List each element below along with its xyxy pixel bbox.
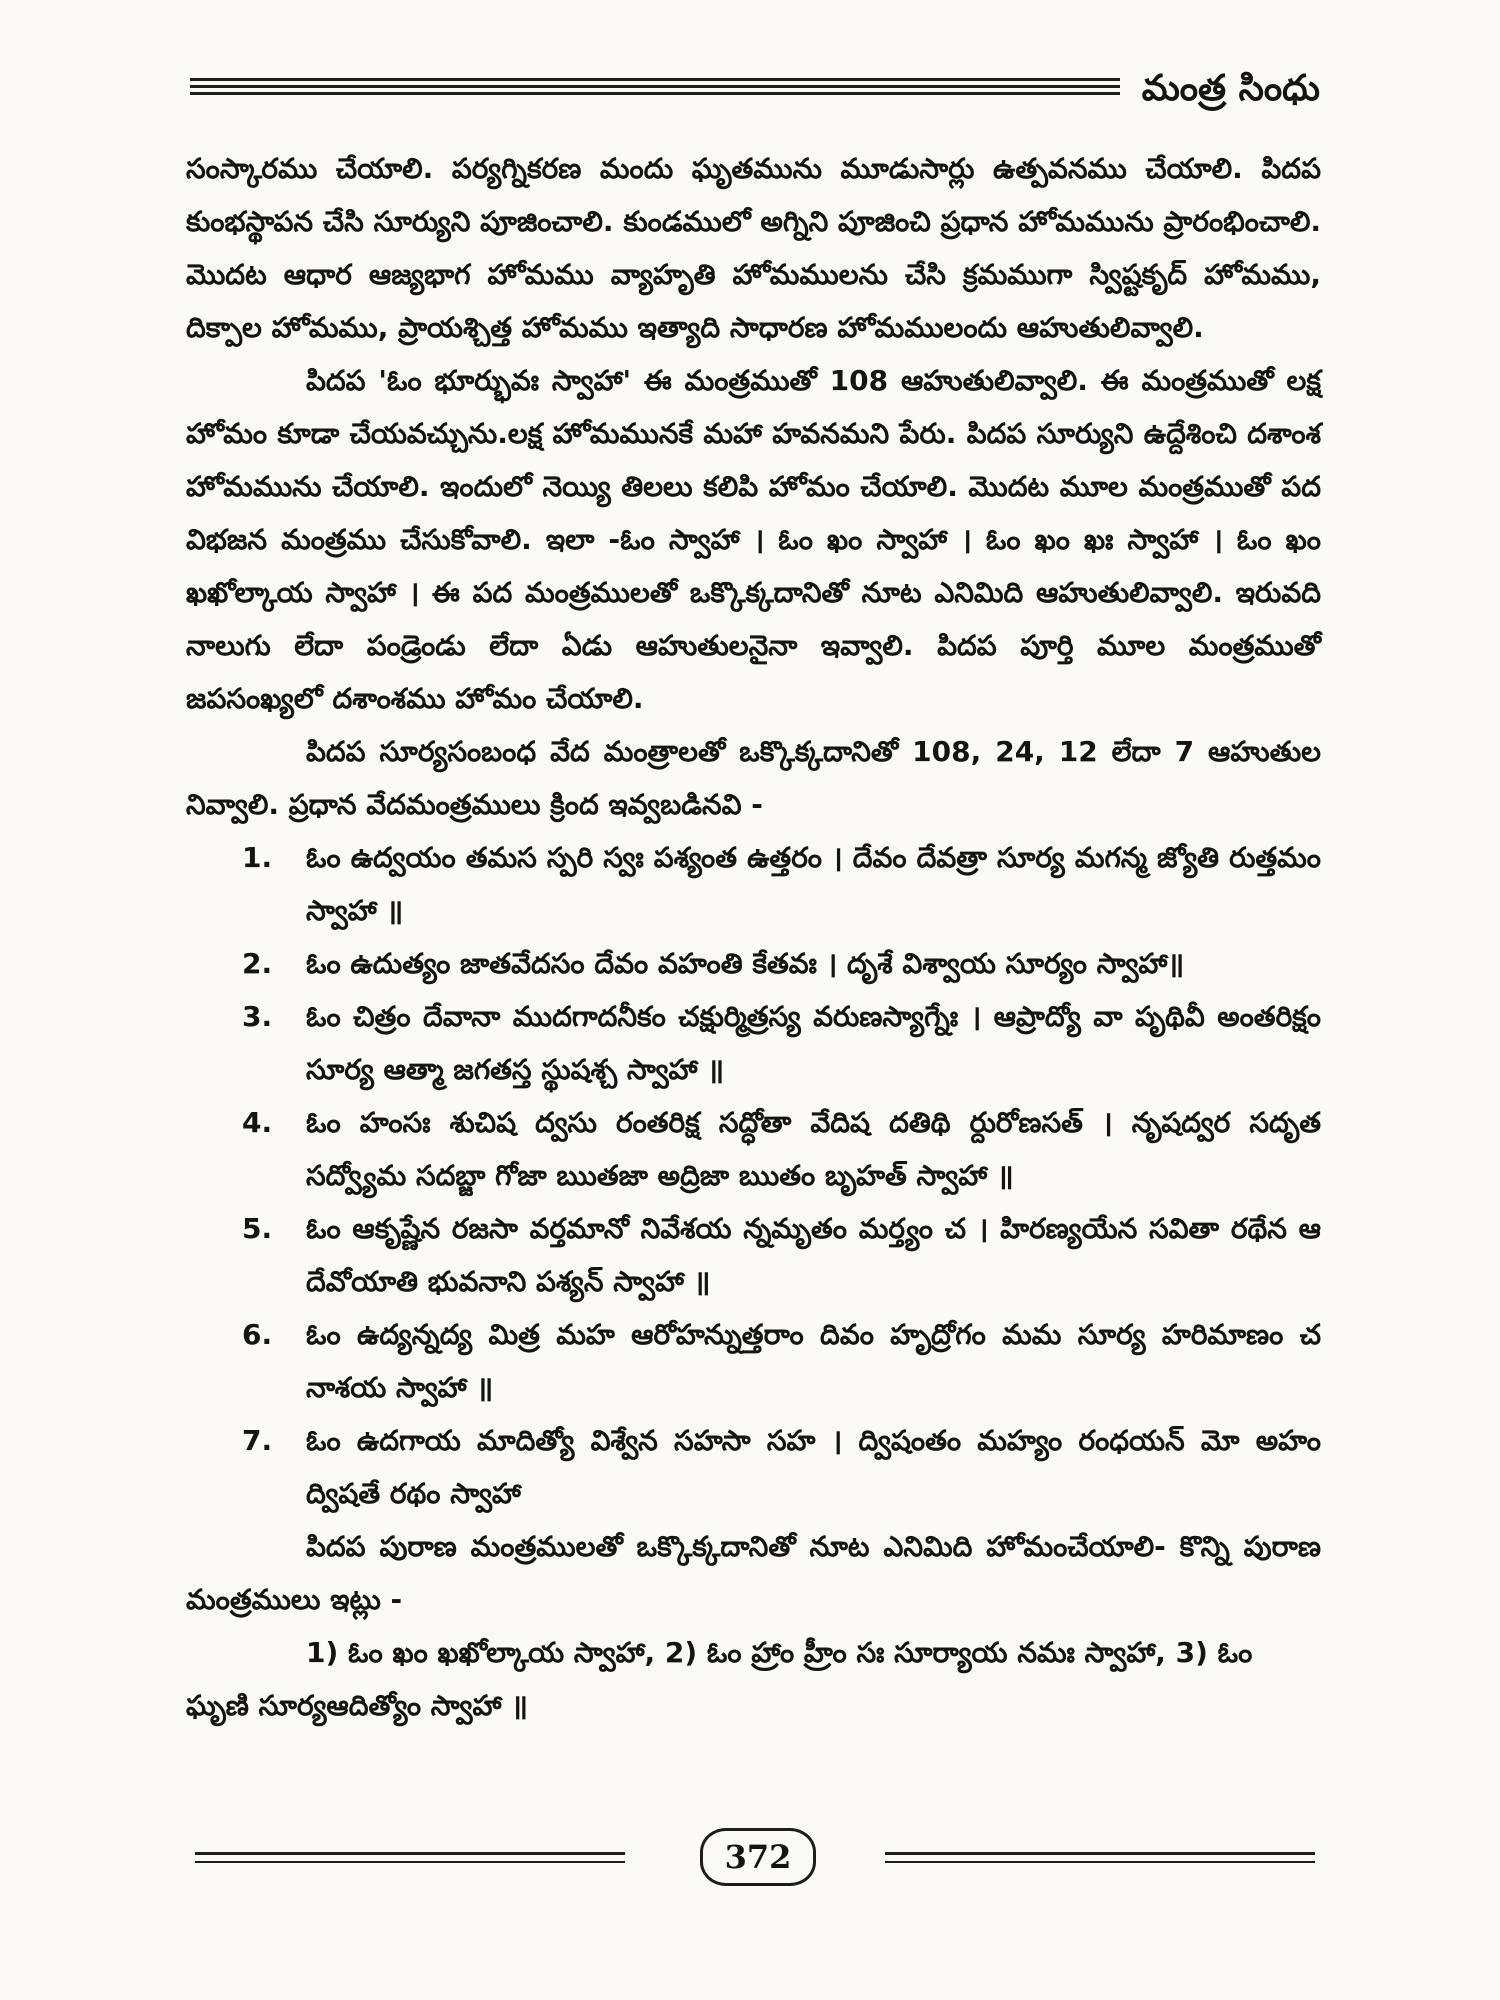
item-number: 2. (242, 947, 273, 980)
mantra-text: ఓం చిత్రం దేవానా ముదగాదనీకం చక్షుర్మిత్రస్య వరుణస్యాగ్నేః । ఆప్రాద్యో వా పృథివీ అంతరిక్షం సూర్య ఆత్మా జగతస్త స్థుషశ్చ స్వాహా ॥ (306, 1000, 1321, 1086)
item-number: 6. (242, 1318, 273, 1351)
page-body (186, 142, 1321, 1732)
list-item (186, 1202, 1321, 1308)
mantra-text: ఓం ఉదుత్యం జాతవేదసం దేవం వహంతి కేతవః । దృశే విశ్వాయ సూర్యం స్వాహా॥ (306, 947, 1185, 980)
mantra-text: ఓం ఉదగాయ మాదిత్యో విశ్వేన సహసా సహ । ద్విషంతం మహ్యం రంధయన్ మో అహం ద్విషతే రథం స్వాహా (306, 1424, 1321, 1510)
header-rules (190, 78, 1120, 99)
list-item (186, 937, 1321, 990)
mantra-text: ఓం ఆకృష్ణేన రజసా వర్తమానో నివేశయ న్నమృతం మర్త్యం చ । హిరణ్యయేన సవితా రథేన ఆ దేవోయాతి భువనాని పశ్యన్ స్వాహా ॥ (306, 1212, 1321, 1298)
mantra-text: ఓం ఉద్యన్నద్య మిత్ర మహ ఆరోహన్నుత్తరాం దివం హృద్రోగం మమ సూర్య హరిమాణం చ నాశయ స్వాహా ॥ (306, 1318, 1321, 1404)
paragraph: పిదప సూర్యసంబంధ వేద మంత్రాలతో ఒక్కొక్కదానితో 108, 24, 12 లేదా 7 ఆహుతుల నివ్వాలి. ప్రధాన వేదమంత్రములు క్రింద ఇవ్వబడినవి - (186, 735, 1321, 821)
item-number: 3. (242, 1000, 273, 1033)
page-number: 372 (700, 1828, 816, 1886)
paragraph: పిదప పురాణ మంత్రములతో ఒక్కొక్కదానితో నూట ఎనిమిది హోమంచేయాలి- కొన్ని పురాణ మంత్రములు ఇట్లు - (186, 1530, 1321, 1616)
book-title: మంత్ర సింధు (1141, 68, 1320, 109)
item-number: 1. (242, 841, 273, 874)
footer-rule-left (195, 1852, 625, 1855)
mantra-text: ఓం ఉద్వయం తమస స్పరి స్వః పశ్యంత ఉత్తరం । దేవం దేవత్రా సూర్య మగన్మ జ్యోతి రుత్తమం స్వాహా ॥ (306, 841, 1321, 927)
purana-mantras: 1) ఓం ఖం ఖఖోల్కాయ స్వాహా, 2) ఓం హ్రాం హ్రీం సః సూర్యాయ నమః స్వాహా, 3) ఓం ఘృణి సూర్యఆదిత్యోం స్వాహా ॥ (186, 1636, 1253, 1722)
item-number: 7. (242, 1424, 273, 1457)
list-item (186, 831, 1321, 937)
paragraph-continued: సంస్కారము చేయాలి. పర్యగ్నికరణ మందు ఘృతమును మూడుసార్లు ఉత్పవనము చేయాలి. పిదప కుంభస్థాపన చేసి సూర్యుని పూజించాలి. కుండములో అగ్నిని పూజించి ప్రధాన హోమమును ప్రారంభించాలి. మొదట ఆధార ఆజ్యభాగ హోమము వ్యాహృతి హోమములను చేసి క్రమముగా స్విష్టకృద్ హోమము, దిక్పాల హోమము, ప్రాయశ్చిత్త హోమము ఇత్యాది సాధారణ హోమములందు ఆహుతులివ్వాలి. (186, 152, 1321, 344)
list-item (186, 990, 1321, 1096)
footer-rule-right (885, 1852, 1315, 1855)
running-header (190, 62, 1320, 116)
page-footer (195, 1822, 1315, 1892)
list-item (186, 1308, 1321, 1414)
mantra-text: ఓం హంసః శుచిష ద్వసు రంతరిక్ష సద్ధోతా వేదిష దతిథి ర్దురోణసత్ । నృషద్వర సదృత సద్వ్యోమ సదబ్జా గోజా ఋతజా అద్రిజా ఋతం బృహత్ స్వాహా ॥ (306, 1106, 1321, 1192)
paragraph: పిదప 'ఓం భూర్భువః స్వాహా' ఈ మంత్రముతో 108 ఆహుతులివ్వాలి. ఈ మంత్రముతో లక్ష హోమం కూడా చేయవచ్చును.లక్ష హోమమునకే మహా హవనమని పేరు. పిదప సూర్యుని ఉద్దేశించి దశాంశ హోమమును చేయాలి. ఇందులో నెయ్యి తిలలు కలిపి హోమం చేయాలి. మొదట మూల మంత్రముతో పద విభజన మంత్రము చేసుకోవాలి. ఇలా -ఓం స్వాహా । ఓం ఖం స్వాహా । ఓం ఖం ఖః స్వాహా । ఓం ఖం ఖఖోల్కాయ స్వాహా । ఈ పద మంత్రములతో ఒక్కొక్కదానితో నూట ఎనిమిది ఆహుతులివ్వాలి. ఇరువది నాలుగు లేదా పండ్రెండు లేదా ఏడు ఆహుతులనైనా ఇవ్వాలి. పిదప పూర్తి మూల మంత్రముతో జపసంఖ్యలో దశాంశము హోమం చేయాలి. (186, 364, 1321, 715)
item-number: 4. (242, 1106, 273, 1139)
vedic-mantra-list (186, 831, 1321, 1520)
list-item (186, 1414, 1321, 1520)
list-item (186, 1096, 1321, 1202)
item-number: 5. (242, 1212, 273, 1245)
